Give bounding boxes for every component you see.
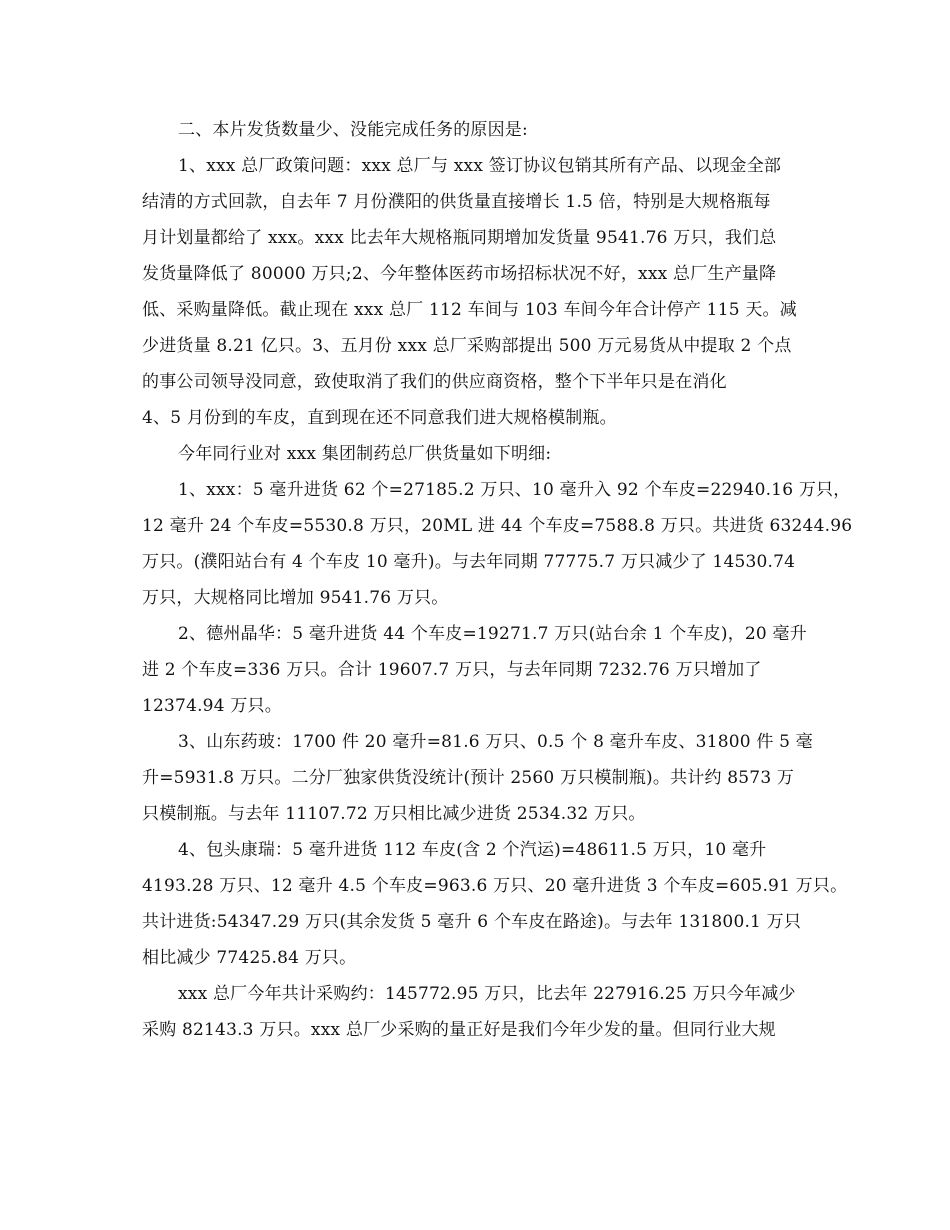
paragraph-line: 4、5 月份到的车皮，直到现在还不同意我们进大规格模制瓶。: [142, 408, 617, 428]
paragraph-line: 采购 82143.3 万只。xxx 总厂少采购的量正好是我们今年少发的量。但同行业大规: [142, 1020, 776, 1040]
paragraph-line: 万只。(濮阳站台有 4 个车皮 10 毫升)。与去年同期 77775.7 万只减少了 14530.74: [142, 552, 796, 572]
paragraph-line: 少进货量 8.21 亿只。3、五月份 xxx 总厂采购部提出 500 万元易货从中提取 2 个点: [142, 336, 792, 356]
paragraph-line: 相比减少 77425.84 万只。: [142, 948, 357, 968]
paragraph-line: 1、xxx 总厂政策问题：xxx 总厂与 xxx 签订协议包销其所有产品、以现金全部: [178, 156, 782, 176]
paragraph-line: 万只，大规格同比增加 9541.76 万只。: [142, 588, 449, 608]
paragraph-line: xxx 总厂今年共计采购约：145772.95 万只，比去年 227916.25 万只今年减少: [178, 984, 796, 1004]
paragraph-line: 4193.28 万只、12 毫升 4.5 个车皮=963.6 万只、20 毫升进货 3 个车皮=605.91 万只。: [142, 876, 848, 896]
paragraph-line: 升=5931.8 万只。二分厂独家供货没统计(预计 2560 万只模制瓶)。共计约 8573 万: [142, 768, 795, 788]
paragraph-line: 共计进货:54347.29 万只(其余发货 5 毫升 6 个车皮在路途)。与去年 131800.1 万只: [142, 912, 802, 932]
paragraph-line: 只模制瓶。与去年 11107.72 万只相比减少进货 2534.32 万只。: [142, 804, 646, 824]
paragraph-line: 4、包头康瑞：5 毫升进货 112 车皮(含 2 个汽运)=48611.5 万只，10 毫升: [178, 840, 767, 860]
paragraph-line: 进 2 个车皮=336 万只。合计 19607.7 万只，与去年同期 7232.76 万只增加了: [142, 660, 762, 680]
section-heading: 二、本片发货数量少、没能完成任务的原因是:: [178, 120, 528, 140]
paragraph-line: 12 毫升 24 个车皮=5530.8 万只，20ML 进 44 个车皮=7588.8 万只。共进货 63244.96: [142, 516, 853, 536]
paragraph-line: 3、山东药玻：1700 件 20 毫升=81.6 万只、0.5 个 8 毫升车皮、31800 件 5 毫: [178, 732, 813, 752]
paragraph-line: 发货量降低了 80000 万只;2、今年整体医药市场招标状况不好，xxx 总厂生产量降: [142, 264, 777, 284]
paragraph-line: 的事公司领导没同意，致使取消了我们的供应商资格，整个下半年只是在消化: [142, 372, 727, 392]
paragraph-line: 低、采购量降低。截止现在 xxx 总厂 112 车间与 103 车间今年合计停产 115 天。减: [142, 300, 797, 320]
paragraph-line: 12374.94 万只。: [142, 696, 282, 716]
paragraph-line: 结清的方式回款，自去年 7 月份濮阳的供货量直接增长 1.5 倍，特别是大规格瓶每: [142, 192, 771, 212]
paragraph-line: 今年同行业对 xxx 集团制药总厂供货量如下明细:: [178, 444, 552, 464]
paragraph-line: 月计划量都给了 xxx。xxx 比去年大规格瓶同期增加发货量 9541.76 万只，我们总: [142, 228, 777, 248]
paragraph-line: 2、德州晶华：5 毫升进货 44 个车皮=19271.7 万只(站台余 1 个车皮)，20 毫升: [178, 624, 807, 644]
paragraph-line: 1、xxx：5 毫升进货 62 个=27185.2 万只、10 毫升入 92 个车皮=22940.16 万只，: [178, 480, 851, 500]
